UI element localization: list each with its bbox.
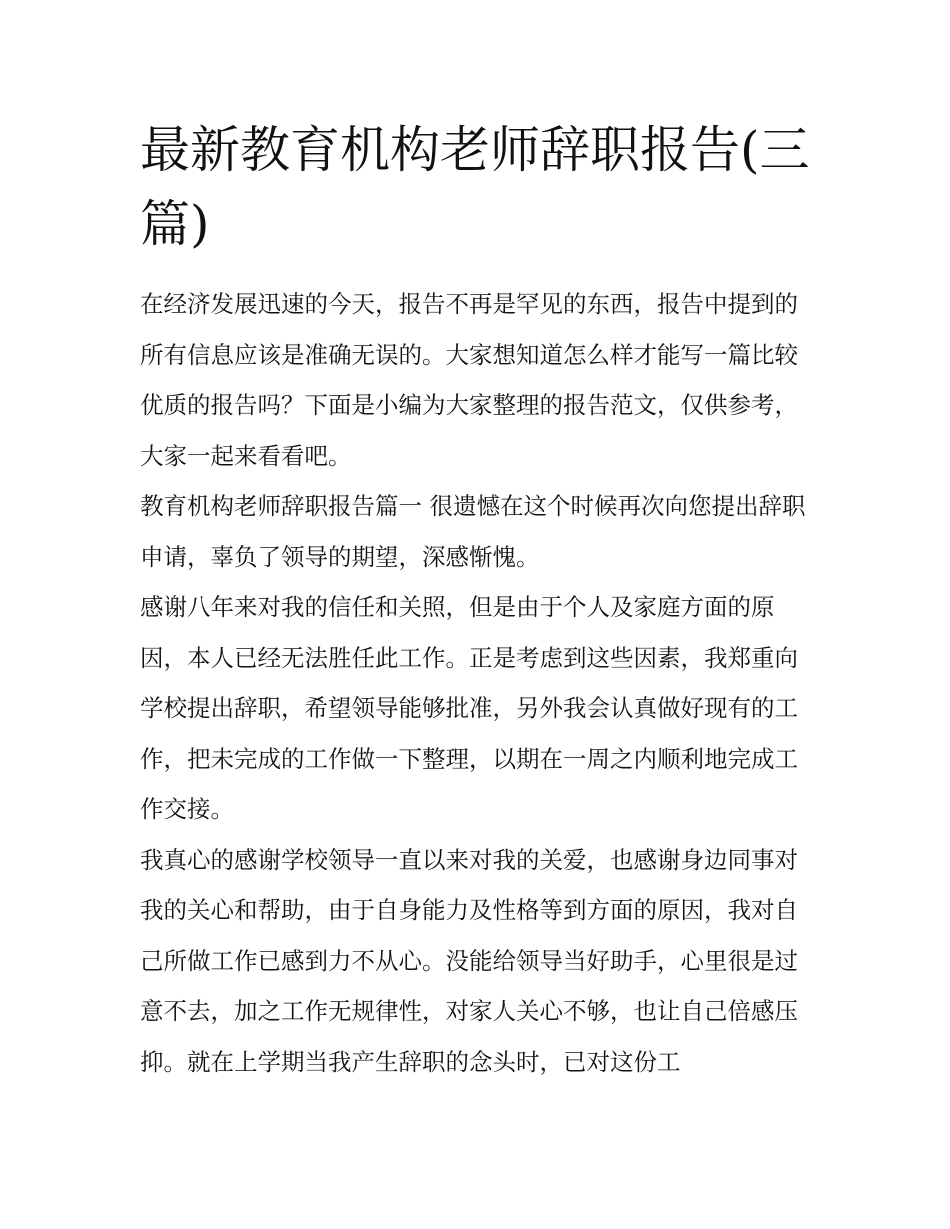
paragraph-section-one-opening: 教育机构老师辞职报告篇一 很遗憾在这个时候再次向您提出辞职申请，辜负了领导的期望，深感惭愧。 bbox=[140, 492, 806, 571]
document-title: 最新教育机构老师辞职报告(三篇) bbox=[140, 121, 810, 253]
document-body bbox=[140, 279, 812, 1087]
paragraph-intro: 在经济发展迅速的今天，报告不再是罕见的东西，报告中提到的所有信息应该是准确无误的。大家想知道怎么样才能写一篇比较优质的报告吗？下面是小编为大家整理的报告范文，仅供参考，大家一起来看看吧。 bbox=[140, 290, 798, 470]
paragraph-gratitude: 感谢八年来对我的信任和关照，但是由于个人及家庭方面的原因，本人已经无法胜任此工作。正是考虑到这些因素，我郑重向学校提出辞职，希望领导能够批准，另外我会认真做好现有的工作，把未完成的工作做一下整理，以期在一周之内顺利地完成工作交接。 bbox=[140, 593, 798, 823]
paragraph-reasons: 我真心的感谢学校领导一直以来对我的关爱，也感谢身边同事对我的关心和帮助，由于自身能力及性格等到方面的原因，我对自己所做工作已感到力不从心。没能给领导当好助手，心里很是过意不去，加之工作无规律性，对家人关心不够，也让自己倍感压抑。就在上学期当我产生辞职的念头时，已对这份工 bbox=[140, 845, 798, 1076]
